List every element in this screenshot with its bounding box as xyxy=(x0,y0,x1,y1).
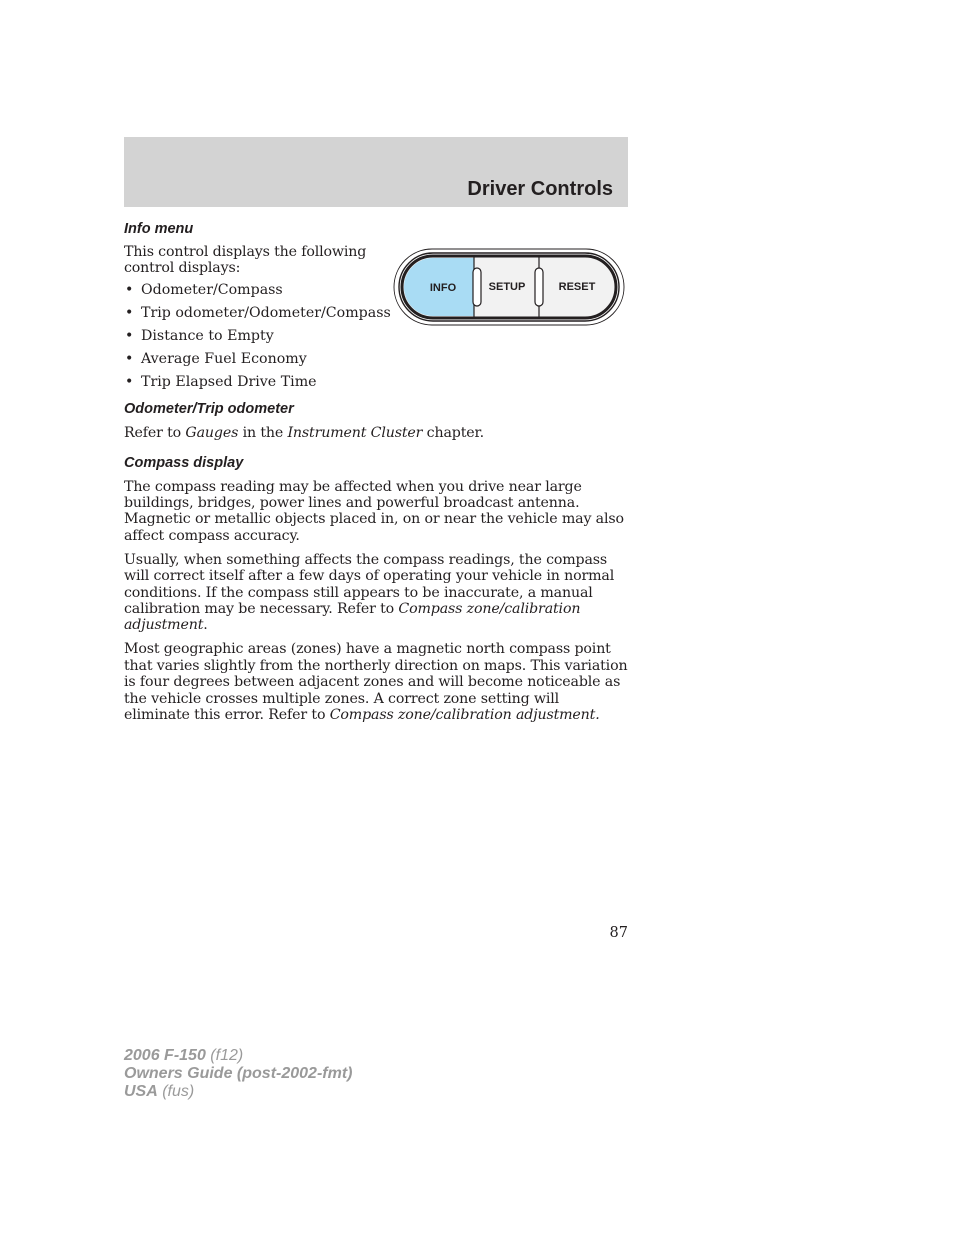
footer-line-guide: Owners Guide (post-2002-fmt) xyxy=(124,1065,353,1082)
compass-paragraph-3: Most geographic areas (zones) have a magnetic north compass point that varies slightly from the northerly direction on maps. This variation is four degrees between adjacent zones and will become noticeable as the vehicle crosses multiple zones. A correct zone setting will eliminate this error. Refer to Compass zone/calibration adjustment. xyxy=(124,641,628,723)
reset-button-label: RESET xyxy=(558,281,596,293)
list-item: • Trip odometer/Odometer/Compass xyxy=(124,305,629,321)
page-number: 87 xyxy=(609,925,628,941)
list-item: • Trip Elapsed Drive Time xyxy=(124,374,629,390)
control-buttons-illustration xyxy=(393,248,625,326)
list-item: • Distance to Empty xyxy=(124,328,629,344)
chapter-header-band xyxy=(124,137,628,207)
info-menu-intro: This control displays the following control displays: xyxy=(124,244,367,277)
odometer-paragraph: Refer to Gauges in the Instrument Cluster chapter. xyxy=(124,425,484,442)
info-button-label: INFO xyxy=(429,282,457,294)
setup-button xyxy=(489,281,526,293)
info-menu-heading: Info menu xyxy=(124,221,194,237)
compass-paragraph-2: Usually, when something affects the compass readings, the compass will correct itself after a few days of operating your vehicle in normal conditions. If the compass still appears to be inaccurate, a manual calibration may be necessary. Refer to Compass zone/calibration adjustment. xyxy=(124,551,615,634)
footer-line-model: 2006 F-150 (f12) xyxy=(124,1047,244,1064)
gauges-reference: Gauges xyxy=(185,425,239,442)
chapter-title: Driver Controls xyxy=(467,178,613,200)
list-item: • Odometer/Compass xyxy=(124,282,629,298)
info-button xyxy=(404,258,474,316)
compass-paragraph-1: The compass reading may be affected when you drive near large buildings, bridges, power lines and powerful broadcast antenna. Magnetic or metallic objects placed in, on or near the vehicle may also affect compass accuracy. xyxy=(124,478,624,544)
setup-reset-separator xyxy=(535,268,543,306)
calibration-reference: Compass zone/calibration adjustment. xyxy=(329,706,600,723)
list-item: • Average Fuel Economy xyxy=(124,351,629,367)
calibration-reference: Compass zone/calibration adjustment xyxy=(124,600,581,634)
document-footer xyxy=(124,1047,352,1101)
reset-button xyxy=(559,281,596,293)
setup-button-label: SETUP xyxy=(488,281,526,293)
instrument-cluster-reference: Instrument Cluster xyxy=(287,425,423,442)
odometer-heading: Odometer/Trip odometer xyxy=(124,401,294,418)
compass-heading: Compass display xyxy=(124,454,244,471)
footer-line-region: USA (fus) xyxy=(124,1083,195,1100)
info-setup-separator xyxy=(473,268,481,306)
